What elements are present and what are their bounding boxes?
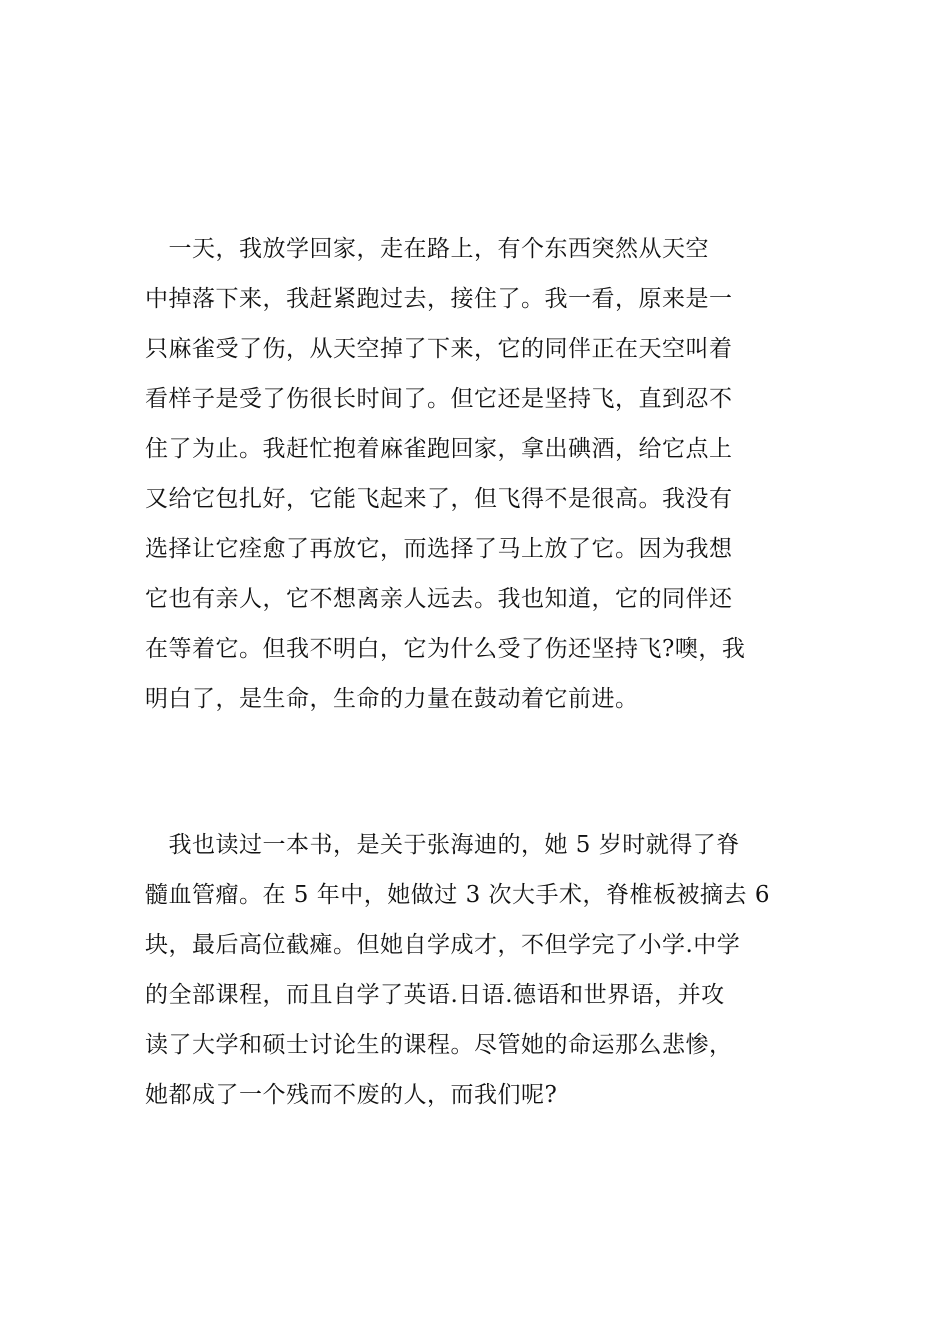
- text-line: 的全部课程，而且自学了英语.日语.德语和世界语，并攻: [145, 982, 725, 1008]
- text-line: 又给它包扎好，它能飞起来了，但飞得不是很高。我没有: [145, 486, 733, 512]
- text-line: 一天，我放学回家，走在路上，有个东西突然从天空: [145, 236, 709, 262]
- text-line: 选择让它痊愈了再放它，而选择了马上放了它。因为我想: [145, 536, 733, 562]
- text-line: 我也读过一本书，是关于张海迪的，她 5 岁时就得了脊: [145, 832, 740, 858]
- text-line: 明白了，是生命，生命的力量在鼓动着它前进。: [145, 686, 639, 712]
- text-line: 她都成了一个残而不废的人，而我们呢?: [145, 1082, 558, 1108]
- text-line: 髓血管瘤。在 5 年中，她做过 3 次大手术，脊椎板被摘去 6: [145, 882, 770, 908]
- text-line: 看样子是受了伤很长时间了。但它还是坚持飞，直到忍不: [145, 386, 733, 412]
- text-line: 读了大学和硕士讨论生的课程。尽管她的命运那么悲惨，: [145, 1032, 733, 1058]
- text-line: 它也有亲人，它不想离亲人远去。我也知道，它的同伴还: [145, 586, 733, 612]
- text-line: 在等着它。但我不明白，它为什么受了伤还坚持飞?噢，我: [145, 636, 746, 662]
- text-line: 中掉落下来，我赶紧跑过去，接住了。我一看，原来是一: [145, 286, 733, 312]
- text-line: 只麻雀受了伤，从天空掉了下来，它的同伴正在天空叫着: [145, 336, 733, 362]
- text-line: 住了为止。我赶忙抱着麻雀跑回家，拿出碘酒，给它点上: [145, 436, 733, 462]
- text-line: 块，最后高位截瘫。但她自学成才，不但学完了小学.中学: [145, 932, 741, 958]
